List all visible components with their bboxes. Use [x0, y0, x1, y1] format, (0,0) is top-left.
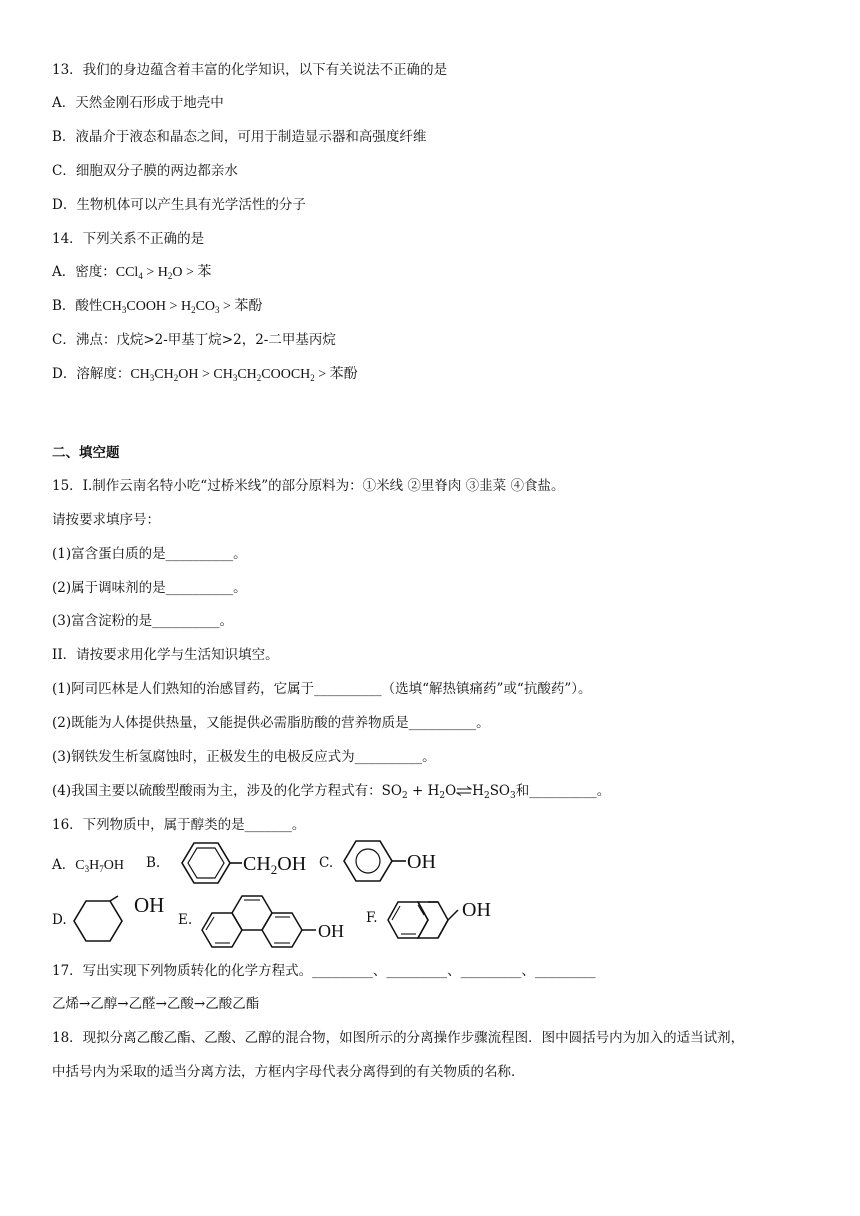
equilibrium-arrow-icon: [456, 786, 472, 796]
q14-a-formula: $CCl_4 > H_2O$ > 苯: [115, 265, 212, 281]
q16-option-d-label: D.: [52, 912, 67, 928]
q15-part1-item2: (2)属于调味剂的是__________。: [52, 580, 247, 596]
cyclohexanol-structure: [66, 890, 176, 950]
svg-text:CH2OH: $CH_2OH$: [243, 853, 307, 877]
svg-text:OH: OH: [407, 851, 436, 873]
q15-part2-item4: (4)我国主要以硫酸型酸雨为主，涉及的化学方程式有：$SO_2 + H_2O$ $H_2SO_3$和__________。: [52, 783, 611, 801]
q15-stem: 15．I.制作云南名特小吃“过桥米线”的部分原料为：①米线 ②里脊肉 ③韭菜 ④食盐。: [52, 478, 565, 494]
q14-option-a: [52, 262, 211, 283]
q15-part2-item3: (3)钢铁发生析氢腐蚀时，正极发生的电极反应式为__________。: [52, 749, 436, 765]
q13-option-a: A．天然金刚石形成于地壳中: [52, 95, 224, 111]
q14-d-formula: $CH_3CH_2OH$ > $CH_3CH_2COOCH_2$ > 苯酚: [130, 367, 358, 383]
q14-option-c: C．沸点：戊烷>2-甲基丁烷>2，2-二甲基丙烷: [52, 332, 336, 348]
q15-instruction: 请按要求填序号：: [52, 512, 160, 528]
phenanthrol-structure: [194, 880, 364, 952]
q13-option-c: C．细胞双分子膜的两边都亲水: [52, 163, 238, 179]
q15-part2-heading: II．请按要求用化学与生活知识填空。: [52, 647, 279, 663]
svg-text:OH: OH: [462, 899, 491, 921]
q16-option-e-label: E.: [178, 912, 193, 928]
phenol-structure: [336, 836, 456, 886]
q15-part2-item2: (2)既能为人体提供热量，又能提供必需脂肪酸的营养物质是__________。: [52, 715, 490, 731]
q14-b-formula: $CH_3COOH > H_2CO_3$ > 苯酚: [102, 299, 263, 315]
q14-b-label: B．酸性: [52, 298, 103, 314]
tetrahydronaphthol-structure: [380, 888, 510, 950]
q18-line1: 18．现拟分离乙酸乙酯、乙酸、乙醇的混合物，如图所示的分离操作步骤流程图．图中圆括号内为加入的适当试剂，: [52, 1030, 745, 1046]
q14-option-d: [52, 364, 358, 385]
q16-option-a: A．$C_3H_7OH$: [52, 857, 124, 874]
svg-text:OH: OH: [134, 893, 165, 917]
q18-line2: 中括号内为采取的适当分离方法，方框内字母代表分离得到的有关物质的名称．: [52, 1064, 525, 1080]
propanol-formula: $C_3H_7OH$: [75, 858, 124, 874]
section-heading: 二、填空题: [52, 445, 120, 461]
q15-part1-item1: (1)富含蛋白质的是__________。: [52, 546, 247, 562]
q16-option-f-label: F.: [366, 910, 378, 926]
q14-stem: 14．下列关系不正确的是: [52, 231, 205, 247]
q14-a-label: A．密度：: [52, 264, 116, 280]
svg-text:OH: OH: [318, 921, 344, 941]
q13-option-b: B．液晶介于液态和晶态之间，可用于制造显示器和高强度纤维: [52, 129, 427, 145]
q14-option-b: [52, 296, 262, 317]
q14-d-label: D．溶解度：: [52, 366, 131, 382]
q16-option-c-label: C.: [319, 855, 334, 871]
q16-option-b-label: B.: [146, 855, 161, 871]
q17-stem: 17．写出实现下列物质转化的化学方程式。_________、_________、_________、_________: [52, 963, 596, 979]
q13-stem: 13．我们的身边蕴含着丰富的化学知识，以下有关说法不正确的是: [52, 62, 448, 78]
q15-part2-item1: (1)阿司匹林是人们熟知的治感冒药，它属于__________（选填“解热镇痛药”或“抗酸药”）。: [52, 681, 592, 697]
q13-option-d: D．生物机体可以产生具有光学活性的分子: [52, 197, 306, 213]
q15-part1-item3: (3)富含淀粉的是__________。: [52, 613, 234, 629]
q16-stem: 16．下列物质中，属于醇类的是_______。: [52, 817, 306, 833]
q17-chain: 乙烯→乙醇→乙醛→乙酸→乙酸乙酯: [52, 996, 260, 1012]
